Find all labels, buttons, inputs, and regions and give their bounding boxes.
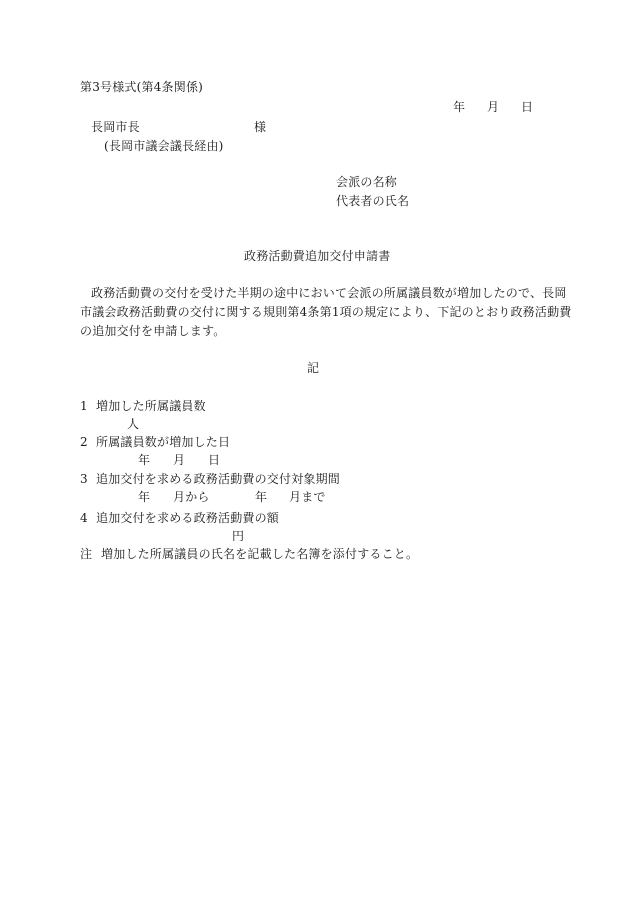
addressee: 長岡市長 bbox=[91, 120, 140, 134]
via-chairman: (長岡市議会議長経由) bbox=[104, 139, 224, 153]
item-1-number: 1 bbox=[80, 399, 88, 413]
item-3-month-from: 月から bbox=[173, 490, 210, 504]
date-year-label: 年 bbox=[453, 100, 466, 114]
item-2-month: 月 bbox=[173, 453, 186, 467]
item-4-label: 追加交付を求める政務活動費の額 bbox=[96, 511, 280, 525]
note-text: 増加した所属議員の氏名を記載した名簿を添付すること。 bbox=[101, 547, 419, 561]
item-1-unit: 人 bbox=[127, 417, 140, 431]
item-3-number: 3 bbox=[80, 472, 88, 486]
item-3-month-to: 月まで bbox=[289, 490, 326, 504]
note-label: 注 bbox=[80, 547, 93, 561]
body-line-2: 市議会政務活動費の交付に関する規則第4条第1項の規定により、下記のとおり政務活動費 bbox=[80, 305, 572, 319]
form-number: 第3号様式(第4条関係) bbox=[80, 80, 204, 94]
item-2-label: 所属議員数が増加した日 bbox=[96, 435, 231, 449]
date-month-label: 月 bbox=[487, 100, 500, 114]
item-1-label: 増加した所属議員数 bbox=[96, 399, 206, 413]
body-line-1: 政務活動費の交付を受けた半期の途中において会派の所属議員数が増加したので、長岡 bbox=[91, 286, 567, 300]
date-day-label: 日 bbox=[521, 100, 534, 114]
representative-name-label: 代表者の氏名 bbox=[336, 194, 410, 208]
document-title: 政務活動費追加交付申請書 bbox=[244, 249, 391, 263]
item-2-year: 年 bbox=[138, 453, 151, 467]
faction-name-label: 会派の名称 bbox=[336, 175, 398, 189]
item-2-number: 2 bbox=[80, 435, 88, 449]
item-3-year-from: 年 bbox=[138, 490, 151, 504]
honorific: 様 bbox=[254, 120, 267, 134]
item-4-number: 4 bbox=[80, 511, 88, 525]
body-line-3: の追加交付を申請します。 bbox=[80, 324, 226, 338]
item-3-label: 追加交付を求める政務活動費の交付対象期間 bbox=[96, 472, 341, 486]
item-2-day: 日 bbox=[208, 453, 221, 467]
item-3-year-to: 年 bbox=[255, 490, 268, 504]
ki-heading: 記 bbox=[307, 361, 320, 375]
item-4-unit: 円 bbox=[232, 529, 245, 543]
